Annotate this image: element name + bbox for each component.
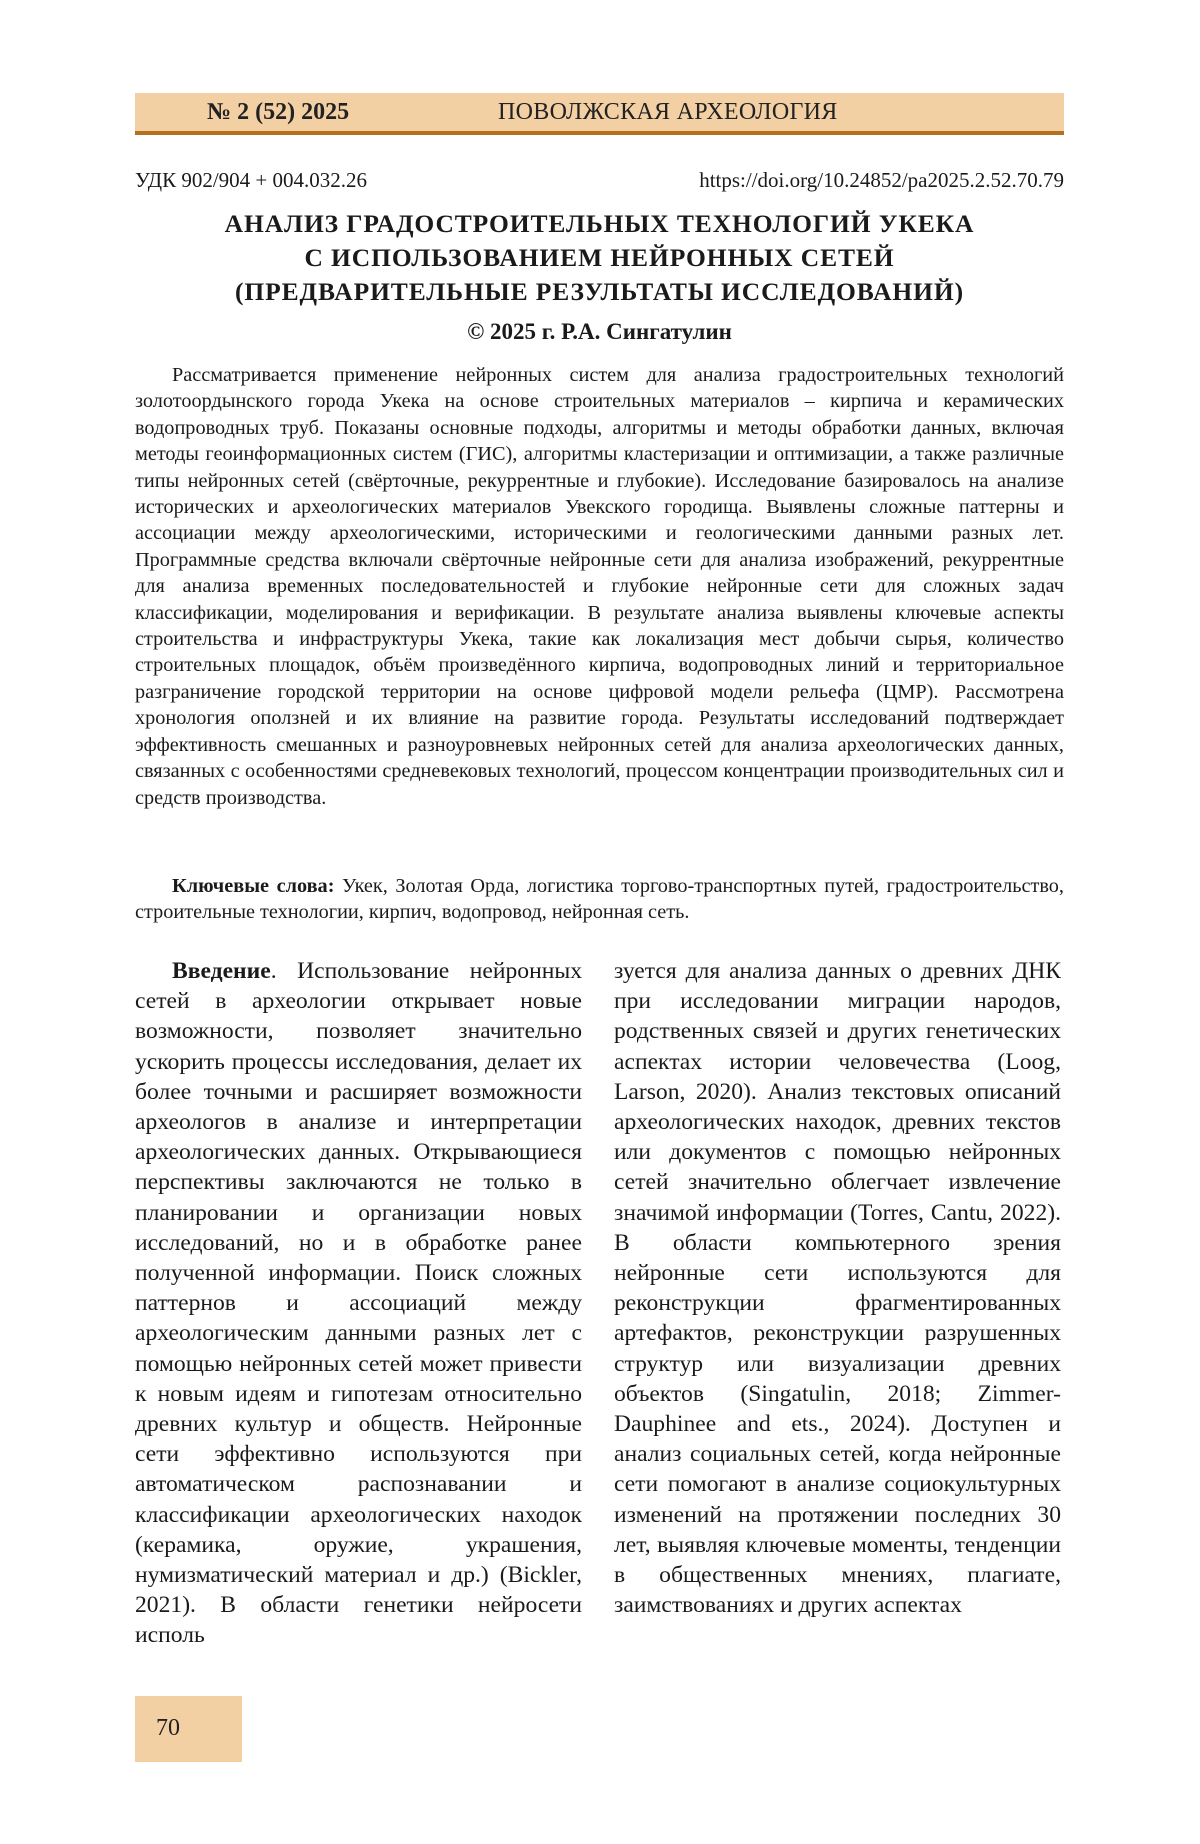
journal-header-band xyxy=(135,93,1064,135)
title-line-1: АНАЛИЗ ГРАДОСТРОИТЕЛЬНЫХ ТЕХНОЛОГИЙ УКЕКА xyxy=(224,209,975,238)
article-title xyxy=(135,207,1064,309)
title-line-3: (ПРЕДВАРИТЕЛЬНЫЕ РЕЗУЛЬТАТЫ ИССЛЕДОВАНИЙ) xyxy=(235,277,964,306)
author-line: © 2025 г. Р.А. Сингатулин xyxy=(467,319,732,344)
title-line-2: С ИСПОЛЬЗОВАНИЕМ НЕЙРОННЫХ СЕТЕЙ xyxy=(304,243,895,272)
intro-heading: Введение xyxy=(172,958,271,984)
body-right-text: зуется для анализа данных о древних ДНК при исследовании миграции народов, родственных связей и других генетических аспектах истории человечества (Loog, Larson, 2020). Анализ текстовых описаний археологических находок, древних текстов или документов с помощью нейронных сетей значительно облегчает извлечение значимой информации (Torres, Cantu, 2022). В области компьютерного зрения нейронные сети используются для реконструкции фрагментированных артефактов, реконструкции разрушенных структур или визуализации древних объектов (Singatulin, 2018; Zimmer-Dauphinee and ets., 2024). Доступен и анализ социальных сетей, когда нейронные сети помогают в анализе социокультурных изменений на протяжении последних 30 лет, выявляя ключевые моменты, тенденции в общественных мнениях, плагиате, заимствованиях и других аспектах xyxy=(614,958,1061,1619)
page-number: 70 xyxy=(156,1715,180,1741)
body-column-left xyxy=(135,956,582,1651)
journal-name: ПОВОЛЖСКАЯ АРХЕОЛОГИЯ xyxy=(498,99,838,125)
keywords xyxy=(135,873,1064,926)
keywords-label: Ключевые слова: xyxy=(172,875,335,897)
keywords-text: Укек, Золотая Орда, логистика торгово-транспортных путей, градостроительство, строительные технологии, кирпич, водопровод, нейронная сеть. xyxy=(135,875,1064,924)
doi-link[interactable]: https://doi.org/10.24852/pa2025.2.52.70.79 xyxy=(699,168,1064,192)
abstract: Рассматривается применение нейронных систем для анализа градостроительных технологий золотоордынского города Укека на основе строительных материалов – кирпича и керамических водопроводных труб. Показаны основные подходы, алгоритмы и методы обработки данных, включая методы геоинформационных систем (ГИС), алгоритмы кластеризации и оптимизации, а также различные типы нейронных сетей (свёрточные, рекуррентные и глубокие). Исследование базировалось на анализе исторических и археологических материалов Увекского городища. Выявлены сложные паттерны и ассоциации между археологическими, историческими и геологическими данными разных лет. Программные средства включали свёрточные нейронные сети для анализа изображений, рекуррентные для анализа временных последовательностей и глубокие нейронные сети для сложных задач классификации, моделирования и верификации. В результате анализа выявлены ключевые аспекты строительства и инфраструктуры Укека, такие как локализация мест добычи сырья, количество строительных площадок, объём произведённого кирпича, водопроводных линий и территориальное разграничение городской территории на основе цифровой модели рельефа (ЦМР). Рассмотрена хронология оползней и их влияние на развитие города. Результаты исследований подтверждает эффективность смешанных и разноуровневых нейронных сетей для анализа археологических данных, связанных с особенностями средневековых технологий, процессом концентрации производительных сил и средств производства. xyxy=(135,364,1064,809)
body-column-right xyxy=(614,956,1061,1620)
udc-code: УДК 902/904 + 004.032.26 xyxy=(135,168,368,192)
body-left-text: . Использование нейронных сетей в археологии открывает новые возможности, позволяет значительно ускорить процессы исследования, делает их более точными и расширяет возможности археологов в анализе и интерпретации археологических данных. Открывающиеся перспективы заключаются не только в планировании и организации новых исследований, но и в обработке ранее полученной информации. Поиск сложных паттернов и ассоциаций между археологическим данными разных лет с помощью нейронных сетей может привести к новым идеям и гипотезам относительно древних культур и обществ. Нейронные сети эффективно используются при автоматическом распознавании и классификации археологических находок (керамика, оружие, украшения, нумизматический материал и др.) (Bickler, 2021). В области генетики нейросети исполь xyxy=(135,958,582,1649)
page-number-box xyxy=(135,1696,242,1762)
issue-label: № 2 (52) 2025 xyxy=(207,99,350,125)
